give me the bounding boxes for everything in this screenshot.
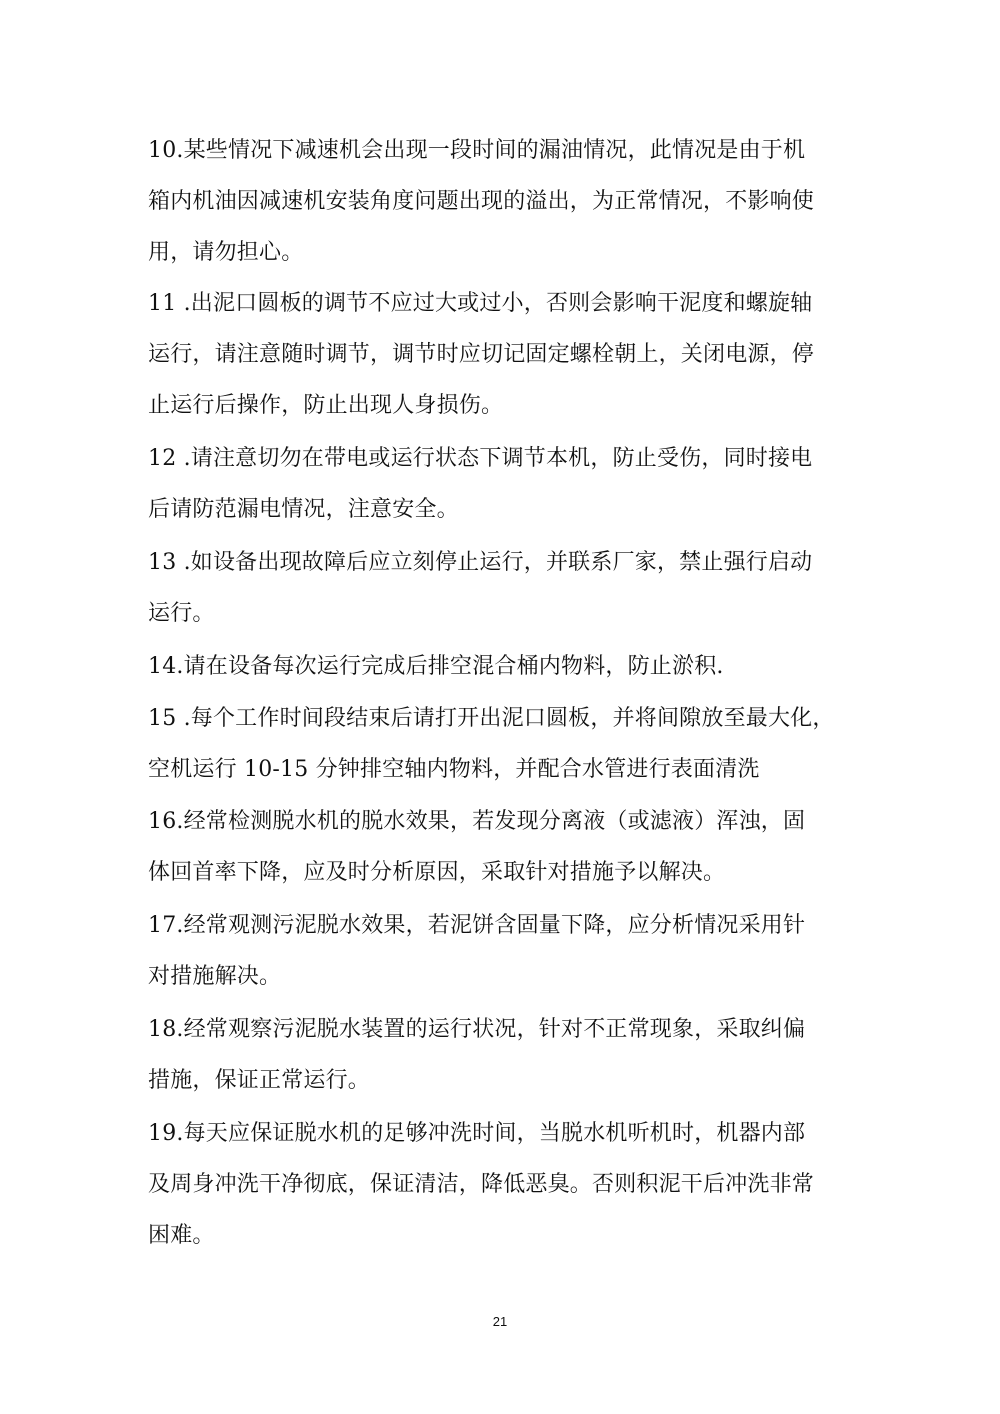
item-17-line-2: 对措施解决。 <box>148 964 282 989</box>
item-11-line-1: 11 .出泥口圆板的调节不应过大或过小，否则会影响干泥度和螺旋轴 <box>148 291 813 316</box>
item-10-line-3: 用，请勿担心。 <box>148 240 304 265</box>
item-11-line-2: 运行，请注意随时调节，调节时应切记固定螺栓朝上，关闭电源，停 <box>148 342 815 367</box>
item-13-line-1: 13 .如设备出现故障后应立刻停止运行，并联系厂家，禁止强行启动 <box>148 550 813 575</box>
item-11-line-3: 止运行后操作，防止出现人身损伤。 <box>148 393 504 418</box>
item-18-line-2: 措施，保证正常运行。 <box>148 1068 371 1093</box>
item-10-line-2: 箱内机油因减速机安装角度问题出现的溢出，为正常情况，不影响使 <box>148 189 815 214</box>
item-12-line-1: 12 .请注意切勿在带电或运行状态下调节本机，防止受伤，同时接电 <box>148 446 813 471</box>
item-19-line-3: 困难。 <box>148 1223 215 1248</box>
item-10-line-1: 10.某些情况下减速机会出现一段时间的漏油情况，此情况是由于机 <box>148 138 806 163</box>
item-19-line-2: 及周身冲洗干净彻底，保证清洁，降低恶臭。否则积泥干后冲洗非常 <box>148 1172 815 1197</box>
item-12-line-2: 后请防范漏电情况，注意安全。 <box>148 497 459 522</box>
item-15-line-2: 空机运行 10-15 分钟排空轴内物料，并配合水管进行表面清洗 <box>148 757 760 782</box>
item-14-line-1: 14.请在设备每次运行完成后排空混合桶内物料，防止淤积. <box>148 654 724 679</box>
item-19-line-1: 19.每天应保证脱水机的足够冲洗时间，当脱水机听机时，机器内部 <box>148 1121 806 1146</box>
page-number: 21 <box>492 1314 508 1329</box>
item-16-line-1: 16.经常检测脱水机的脱水效果，若发现分离液（或滤液）浑浊，固 <box>148 809 806 834</box>
item-17-line-1: 17.经常观测污泥脱水效果，若泥饼含固量下降，应分析情况采用针 <box>148 913 806 938</box>
item-15-line-1: 15 .每个工作时间段结束后请打开出泥口圆板，并将间隙放至最大化， <box>148 706 835 731</box>
item-16-line-2: 体回首率下降，应及时分析原因，采取针对措施予以解决。 <box>148 860 726 885</box>
item-18-line-1: 18.经常观察污泥脱水装置的运行状况，针对不正常现象，采取纠偏 <box>148 1017 806 1042</box>
item-13-line-2: 运行。 <box>148 601 215 626</box>
